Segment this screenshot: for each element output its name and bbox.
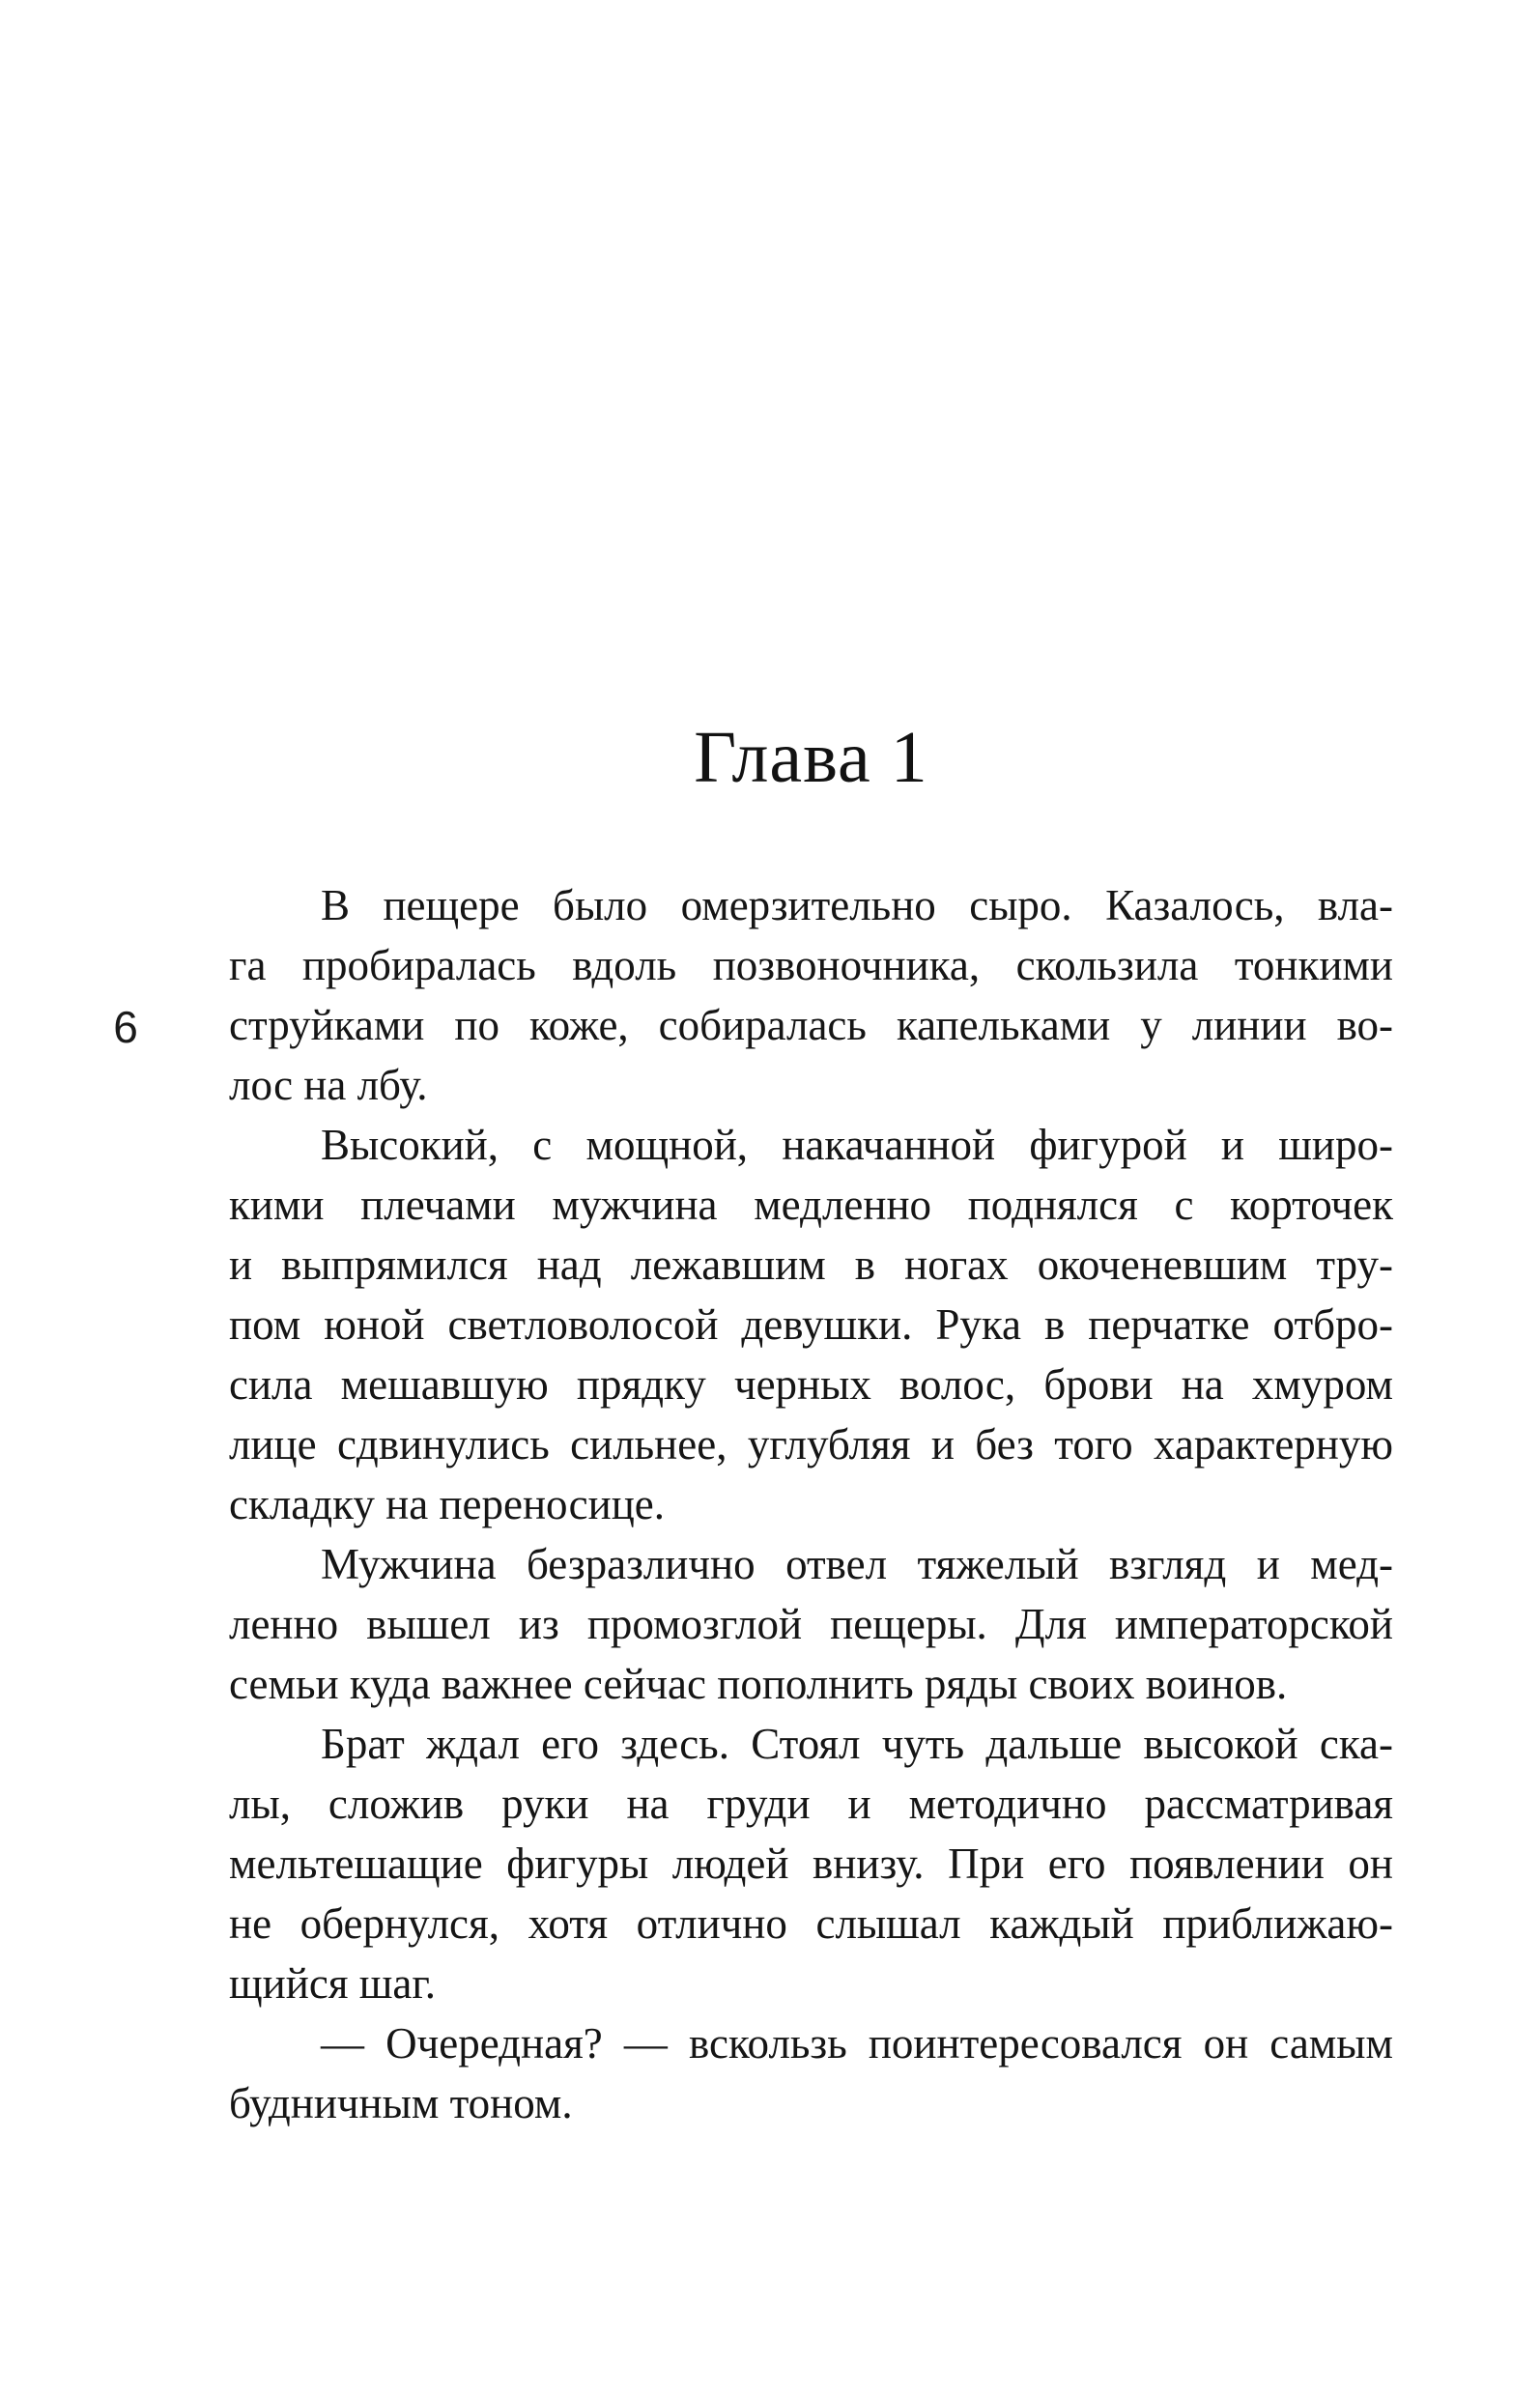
text-line: В пещере было омерзительно сыро. Казалось, вла- xyxy=(321,881,1393,929)
text-line: сила мешавшую прядку черных волос, брови на хмуром xyxy=(229,1360,1393,1409)
text-line: струйками по коже, собиралась капельками у линии во- xyxy=(229,1001,1393,1049)
text-line: — Очередная? — вскользь поинтересовался он самым xyxy=(321,2019,1393,2068)
text-line: га пробиралась вдоль позвоночника, скользила тонкими xyxy=(229,941,1393,989)
text-line: лы, сложив руки на груди и методично рассматривая xyxy=(229,1780,1393,1828)
paragraph xyxy=(229,2013,1393,2133)
text-line: Высокий, с мощной, накачанной фигурой и широ- xyxy=(321,1121,1393,1169)
paragraph xyxy=(229,875,1393,1115)
text-line: лице сдвинулись сильнее, углубляя и без того характерную xyxy=(229,1420,1393,1469)
text-line: семьи куда важнее сейчас пополнить ряды своих воинов. xyxy=(229,1660,1288,1708)
text-line: мельтешащие фигуры людей внизу. При его появлении он xyxy=(229,1840,1393,1888)
text-line: лос на лбу. xyxy=(229,1061,428,1109)
paragraph xyxy=(229,1534,1393,1714)
chapter-title: Глава 1 xyxy=(694,717,928,798)
text-line: пом юной светловолосой девушки. Рука в перчатке отбро- xyxy=(229,1300,1393,1349)
text-line: ленно вышел из промозглой пещеры. Для императорской xyxy=(229,1600,1393,1648)
paragraph xyxy=(229,1714,1393,2013)
chapter-text xyxy=(229,875,1393,2133)
text-line: и выпрямился над лежавшим в ногах окоченевшим тру- xyxy=(229,1241,1393,1289)
text-line: кими плечами мужчина медленно поднялся с корточек xyxy=(229,1181,1393,1229)
text-line: щийся шаг. xyxy=(229,1959,436,2008)
text-line: складку на переносице. xyxy=(229,1480,666,1528)
page-number: 6 xyxy=(113,1002,138,1052)
text-line: будничным тоном. xyxy=(229,2079,573,2127)
text-line: не обернулся, хотя отлично слышал каждый приближаю- xyxy=(229,1899,1393,1948)
text-line: Мужчина безразлично отвел тяжелый взгляд и мед- xyxy=(321,1540,1393,1588)
paragraph xyxy=(229,1115,1393,1534)
text-line: Брат ждал его здесь. Стоял чуть дальше высокой ска- xyxy=(321,1720,1393,1768)
